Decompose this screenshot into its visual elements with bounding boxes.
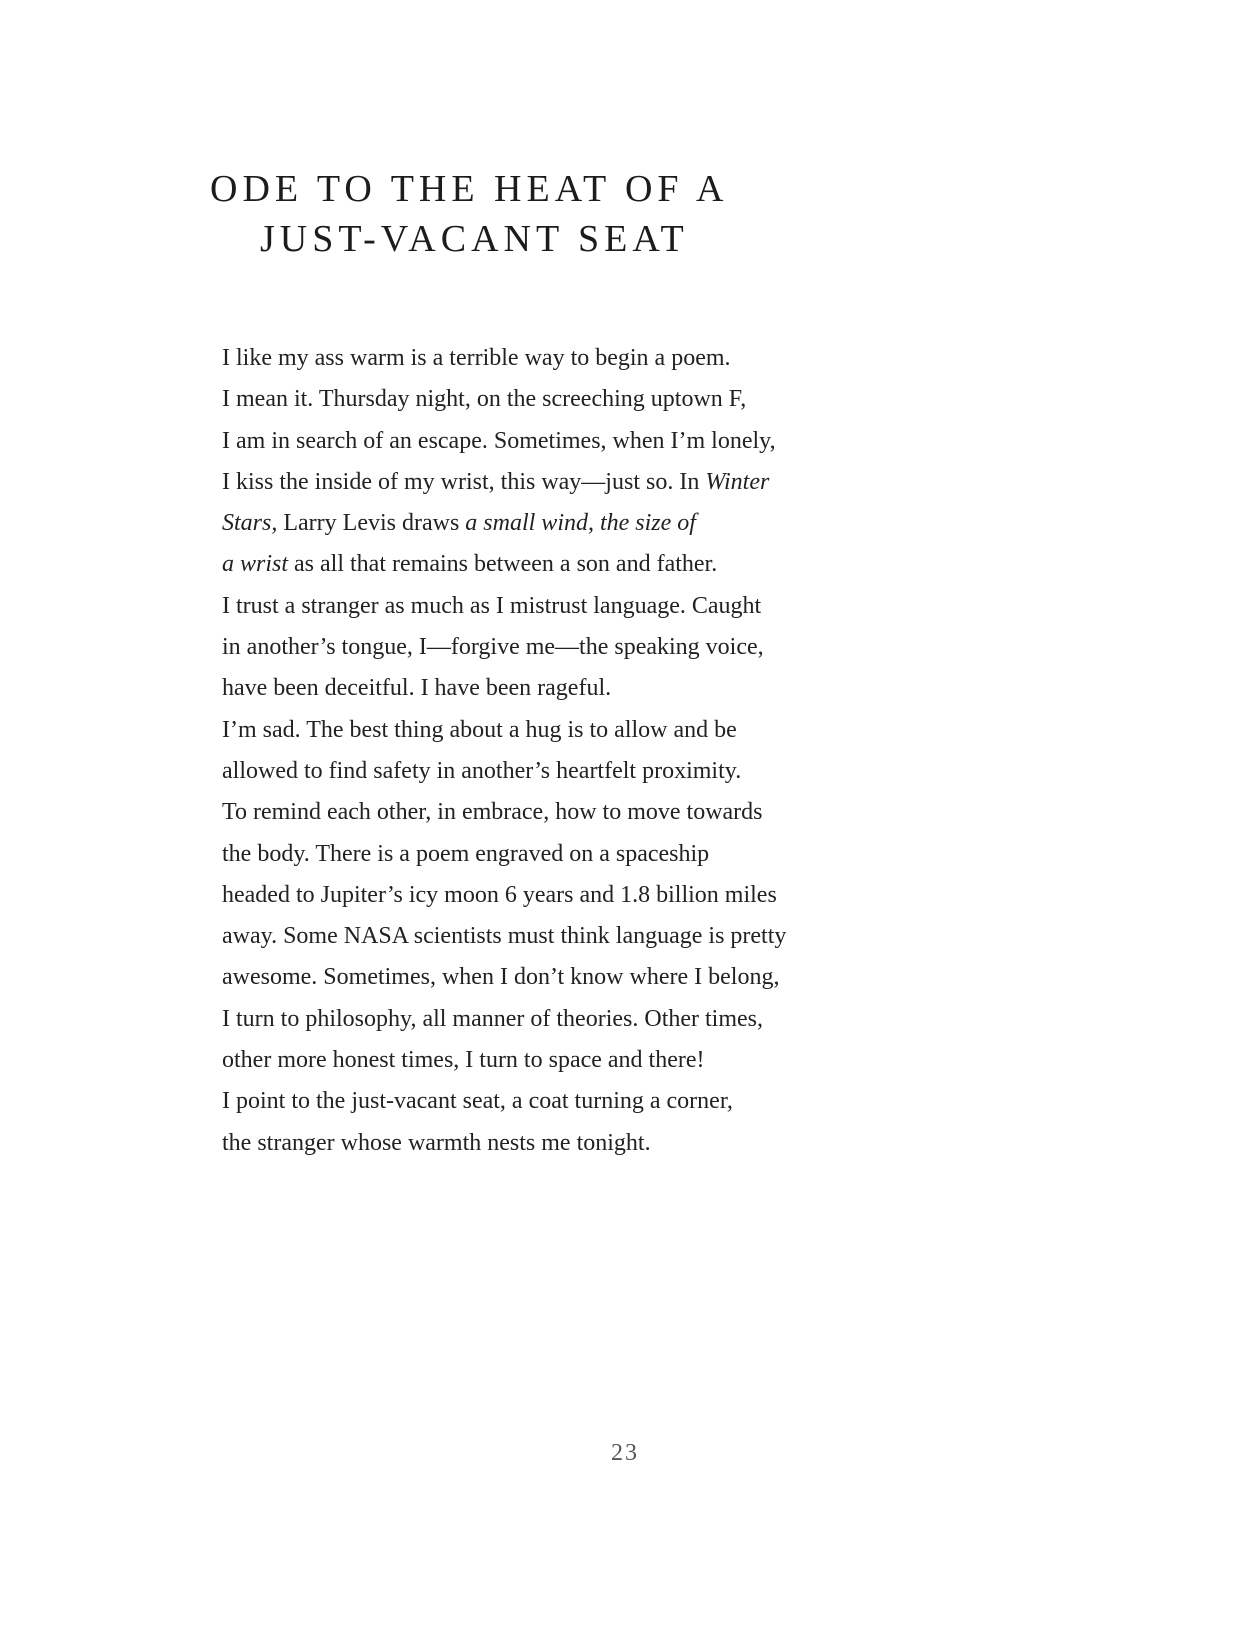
poem-line: I point to the just-vacant seat, a coat turning a corner, xyxy=(222,1088,733,1115)
poem-line xyxy=(222,544,922,585)
poem-line: headed to Jupiter’s icy moon 6 years and 1.8 billion miles xyxy=(222,881,777,908)
poem-line: awesome. Sometimes, when I don’t know where I belong, xyxy=(222,964,780,991)
poem-line-text: Larry Levis draws xyxy=(277,510,466,537)
poem-body xyxy=(222,338,922,1164)
poem-line: I mean it. Thursday night, on the screeching uptown F, xyxy=(222,386,747,413)
poem-line: other more honest times, I turn to space and there! xyxy=(222,1047,705,1074)
poem-line: I like my ass warm is a terrible way to begin a poem. xyxy=(222,345,731,371)
poem-line: the body. There is a poem engraved on a spaceship xyxy=(222,840,710,867)
poem-line: I turn to philosophy, all manner of theories. Other times, xyxy=(222,1005,763,1032)
poem-title-line-1: ODE TO THE HEAT OF A xyxy=(210,168,729,210)
poem-line: the stranger whose warmth nests me tonight. xyxy=(222,1129,651,1156)
italic-book-title: Stars, xyxy=(222,510,278,537)
poem-line xyxy=(222,462,922,503)
poem-line-text: as all that remains between a son and father. xyxy=(288,551,718,578)
poem-title xyxy=(210,164,890,264)
poem-line: I’m sad. The best thing about a hug is to allow and be xyxy=(222,716,737,743)
italic-book-title: Winter xyxy=(705,468,770,495)
poem-title-line-2: JUST-VACANT SEAT xyxy=(260,218,689,261)
poem-line: have been deceitful. I have been rageful. xyxy=(222,675,612,702)
italic-quotation: a small wind, the size of xyxy=(465,510,696,537)
page-number: 23 xyxy=(611,1440,639,1466)
italic-quotation: a wrist xyxy=(222,551,289,578)
poem-line-text: I kiss the inside of my wrist, this way—just so. In xyxy=(222,468,706,495)
poem-line: allowed to find safety in another’s heartfelt proximity. xyxy=(222,757,742,784)
poem-line: I trust a stranger as much as I mistrust language. Caught xyxy=(222,592,762,619)
poem-line: in another’s tongue, I—forgive me—the speaking voice, xyxy=(222,634,764,661)
poem-line xyxy=(222,503,922,544)
poem-line: away. Some NASA scientists must think language is pretty xyxy=(222,923,787,950)
poem-line: To remind each other, in embrace, how to move towards xyxy=(222,799,763,826)
poem-line: I am in search of an escape. Sometimes, when I’m lonely, xyxy=(222,427,776,454)
